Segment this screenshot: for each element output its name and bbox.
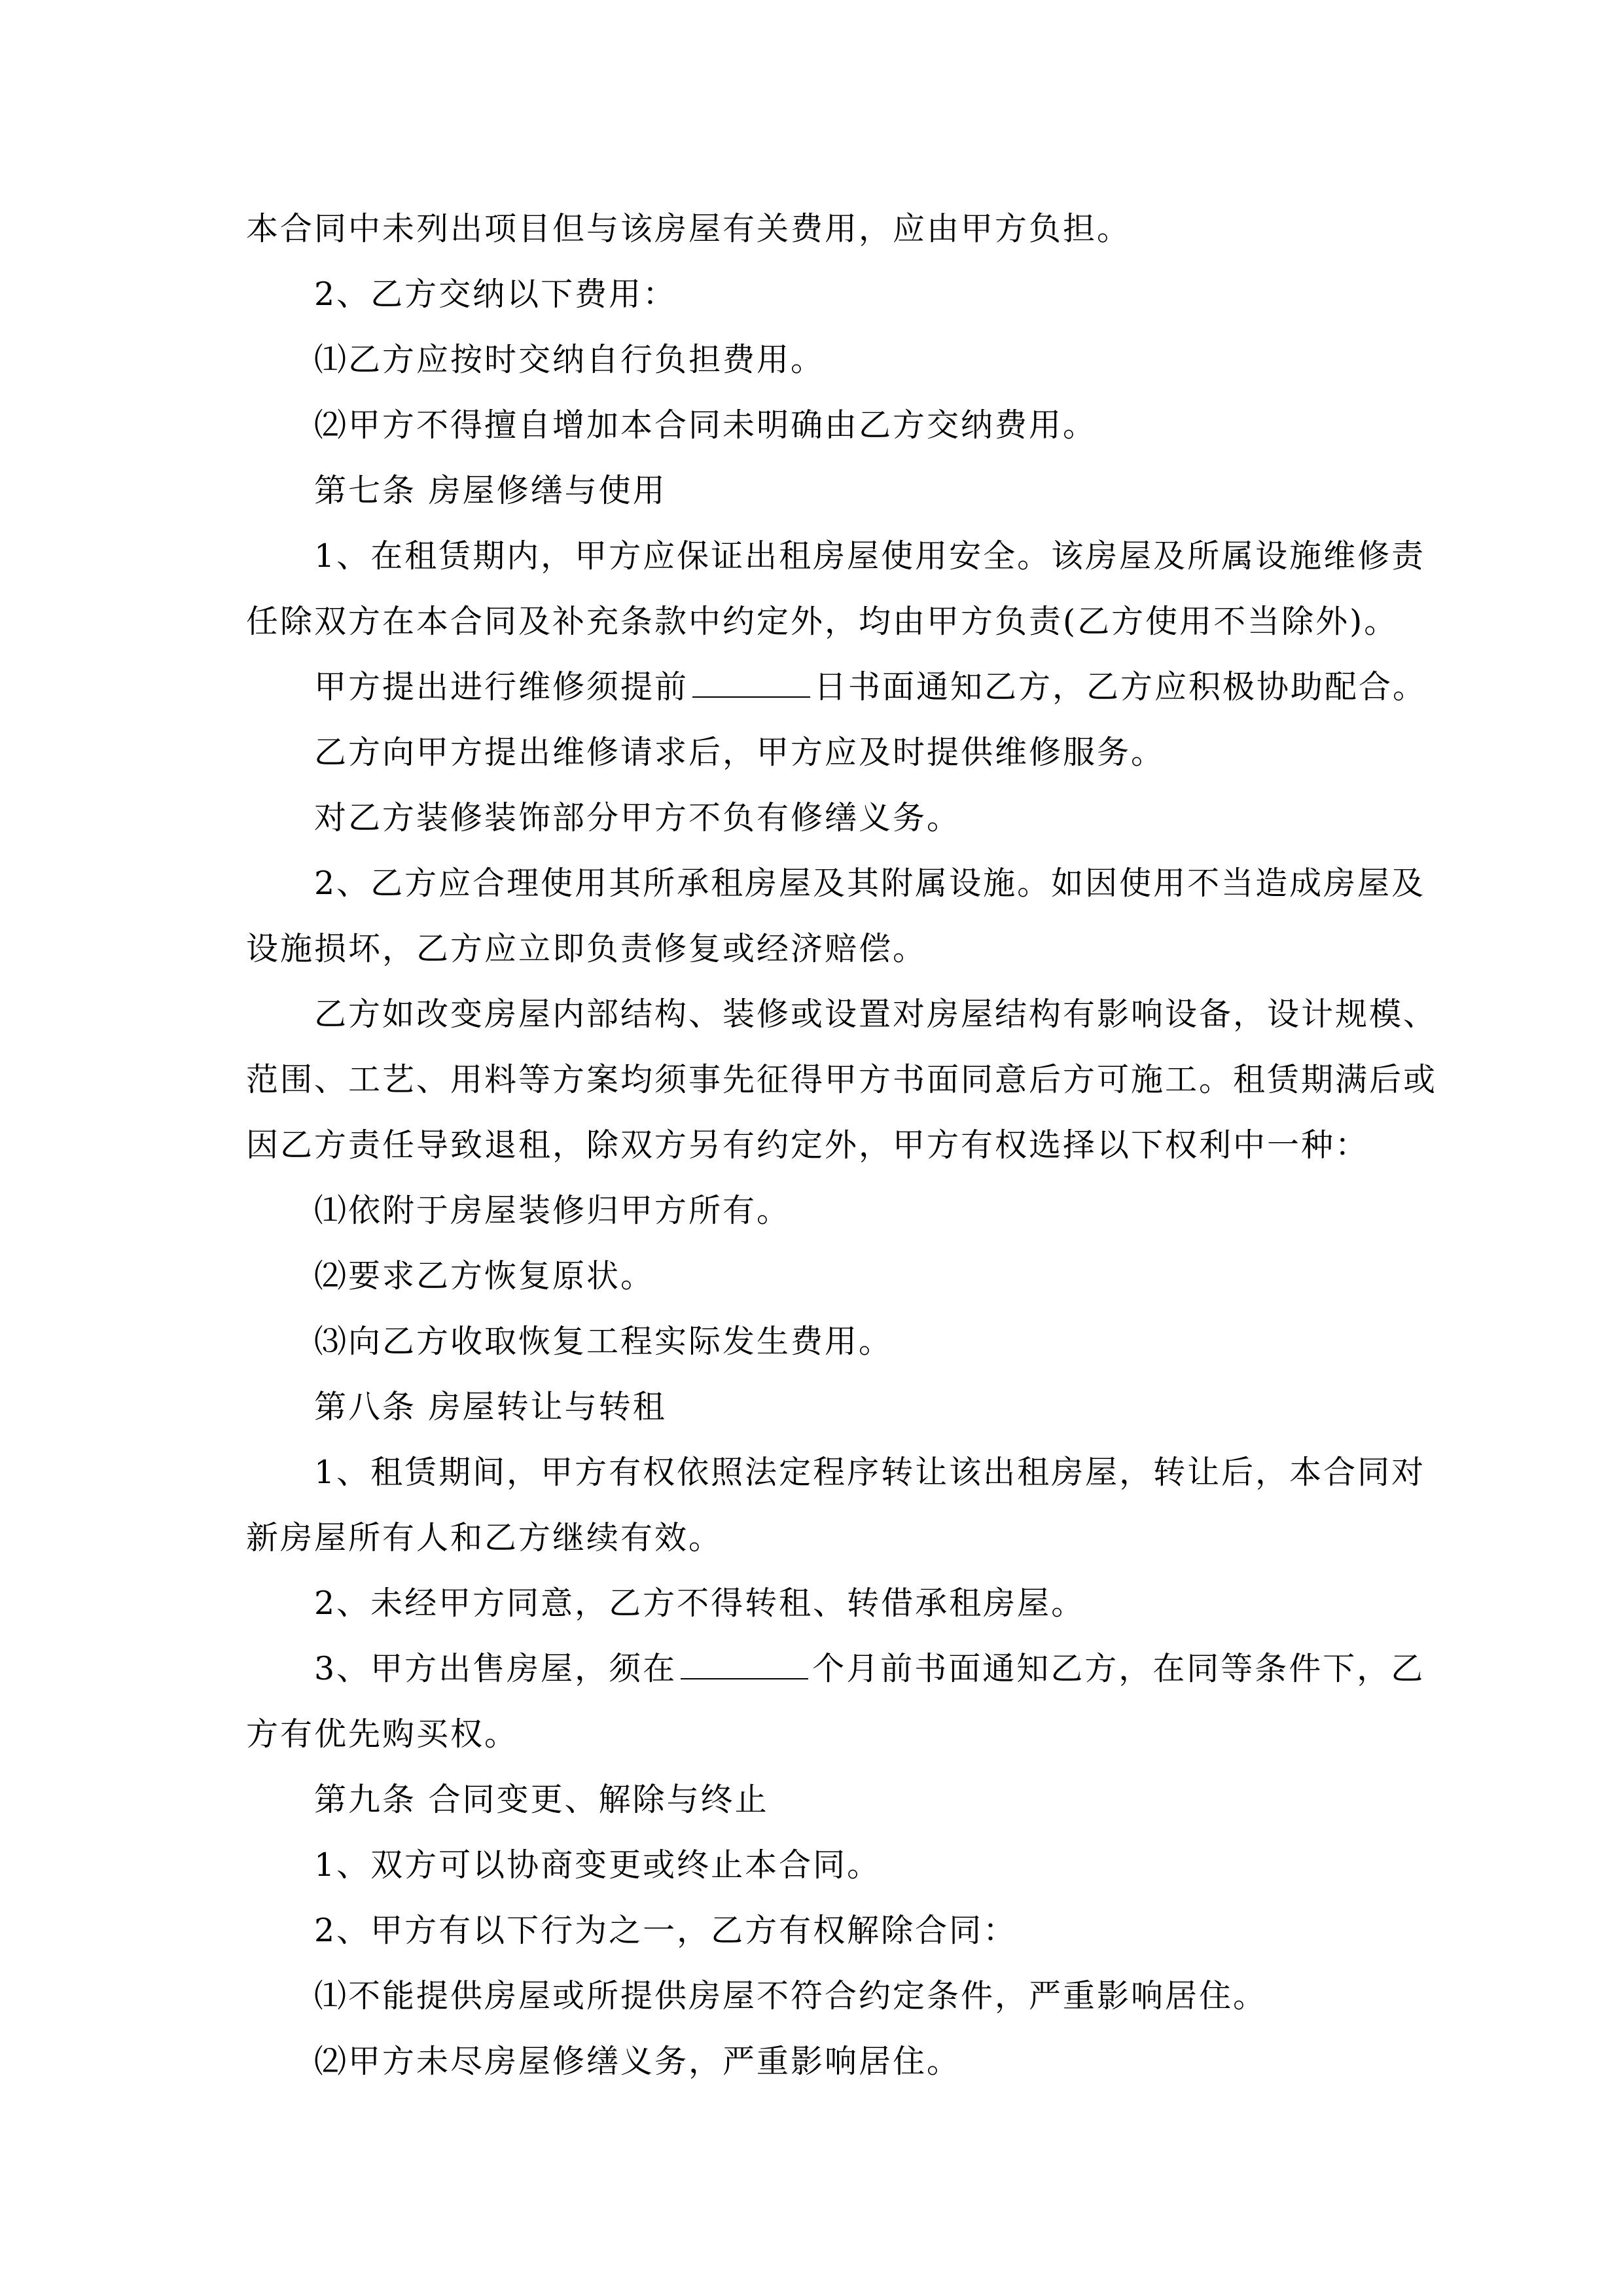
text-line: 对乙方装修装饰部分甲方不负有修缮义务。 <box>314 799 961 836</box>
text-segment: 个月前书面通知乙方，在同等条件下，乙 <box>812 1650 1425 1687</box>
text-line: 因乙方责任导致退租，除双方另有约定外，甲方有权选择以下权利中一种： <box>246 1126 1370 1164</box>
section-heading: 第九条 合同变更、解除与终止 <box>314 1781 769 1818</box>
text-line-with-blank <box>246 655 1427 720</box>
text-segment: 日书面通知乙方，乙方应积极协助配合。 <box>814 668 1427 706</box>
text-segment: 甲方提出进行维修须提前 <box>314 668 689 706</box>
text-line: 任除双方在本合同及补充条款中约定外，均由甲方负责(乙方使用不当除外)。 <box>246 603 1399 640</box>
text-line: ⑵要求乙方恢复原状。 <box>314 1257 655 1295</box>
text-line: 方有优先购买权。 <box>246 1715 519 1753</box>
text-line: 乙方向甲方提出维修请求后，甲方应及时提供维修服务。 <box>314 734 1166 771</box>
text-line: 乙方如改变房屋内部结构、装修或设置对房屋结构有影响设备，设计规模、 <box>314 996 1438 1033</box>
text-line: 范围、工艺、用料等方案均须事先征得甲方书面同意后方可施工。租赁期满后或 <box>246 1061 1438 1098</box>
text-line: 2、未经甲方同意，乙方不得转租、转借承租房屋。 <box>314 1585 1086 1622</box>
text-line: ⑶向乙方收取恢复工程实际发生费用。 <box>314 1323 893 1360</box>
text-line: ⑴依附于房屋装修归甲方所有。 <box>314 1192 791 1229</box>
text-line: 新房屋所有人和乙方继续有效。 <box>246 1519 723 1556</box>
text-line: ⑵甲方未尽房屋修缮义务，严重影响居住。 <box>314 2043 961 2080</box>
document-body <box>246 196 1438 2094</box>
text-line: 2、乙方交纳以下费用： <box>314 276 677 313</box>
text-line: 设施损坏，乙方应立即负责修复或经济赔偿。 <box>246 930 927 967</box>
section-heading: 第八条 房屋转让与转租 <box>314 1388 667 1426</box>
text-line: 2、乙方应合理使用其所承租房屋及其附属设施。如因使用不当造成房屋及 <box>314 865 1426 902</box>
text-segment: 3、甲方出售房屋，须在 <box>314 1650 677 1687</box>
section-heading: 第七条 房屋修缮与使用 <box>314 472 667 509</box>
text-line: 本合同中未列出项目但与该房屋有关费用，应由甲方负担。 <box>246 210 1132 247</box>
text-line-with-blank <box>246 1636 1425 1702</box>
text-line: 1、在租赁期内，甲方应保证出租房屋使用安全。该房屋及所属设施维修责 <box>314 537 1426 575</box>
fill-in-blank[interactable] <box>681 1648 808 1679</box>
text-line: 1、双方可以协商变更或终止本合同。 <box>314 1846 882 1884</box>
text-line: 1、租赁期间，甲方有权依照法定程序转让该出租房屋，转让后，本合同对 <box>314 1454 1426 1491</box>
text-line: 2、甲方有以下行为之一，乙方有权解除合同： <box>314 1912 1018 1949</box>
text-line: ⑵甲方不得擅自增加本合同未明确由乙方交纳费用。 <box>314 406 1097 444</box>
fill-in-blank[interactable] <box>692 666 810 698</box>
text-line: ⑴乙方应按时交纳自行负担费用。 <box>314 341 825 378</box>
text-line: ⑴不能提供房屋或所提供房屋不符合约定条件，严重影响居住。 <box>314 1977 1268 2015</box>
